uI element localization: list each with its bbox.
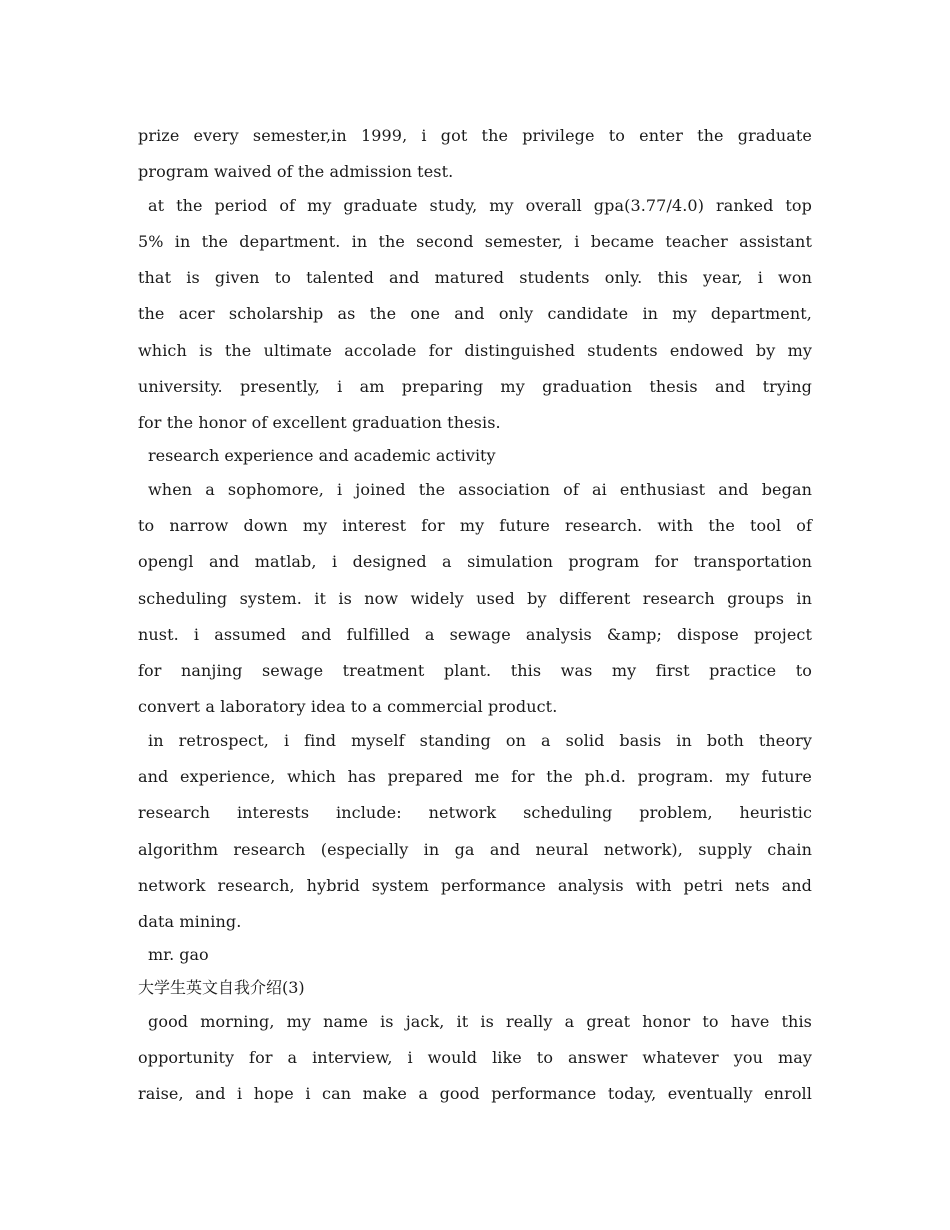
paragraph-line: for the honor of excellent graduation thesis.: [138, 413, 501, 433]
paragraph-line: that is given to talented and matured students only. this year, i won: [138, 268, 812, 288]
paragraph-line: opportunity for a interview, i would like to answer whatever you may: [138, 1047, 812, 1067]
paragraph-line: to narrow down my interest for my future research. with the tool of: [138, 515, 812, 535]
paragraph-line: opengl and matlab, i designed a simulation program for transportation: [138, 552, 812, 572]
paragraph-line: program waived of the admission test.: [138, 162, 454, 182]
paragraph-line: nust. i assumed and fulfilled a sewage analysis &amp; dispose project: [138, 624, 812, 644]
paragraph-line: research interests include: network scheduling problem, heuristic: [138, 803, 812, 823]
paragraph-line: good morning, my name is jack, it is really a great honor to have this: [148, 1011, 812, 1031]
paragraph-line: and experience, which has prepared me for the ph.d. program. my future: [138, 767, 812, 787]
paragraph-line: raise, and i hope i can make a good performance today, eventually enroll: [138, 1084, 812, 1104]
paragraph-line: university. presently, i am preparing my graduation thesis and trying: [138, 377, 812, 397]
paragraph-line: network research, hybrid system performance analysis with petri nets and: [138, 875, 812, 895]
section-heading: 大学生英文自我介绍(3): [138, 977, 305, 997]
paragraph-line: for nanjing sewage treatment plant. this was my first practice to: [138, 661, 812, 681]
section-heading: research experience and academic activity: [148, 445, 496, 465]
paragraph-line: algorithm research (especially in ga and neural network), supply chain: [138, 839, 812, 859]
paragraph: [138, 188, 812, 442]
paragraph-line: the acer scholarship as the one and only candidate in my department,: [138, 304, 812, 324]
paragraph-line: scheduling system. it is now widely used by different research groups in: [138, 588, 812, 608]
paragraph: [138, 472, 812, 726]
paragraph-line: at the period of my graduate study, my overall gpa(3.77/4.0) ranked top: [148, 195, 812, 215]
paragraph-line: 5% in the department. in the second semester, i became teacher assistant: [138, 231, 812, 251]
paragraph: [138, 723, 812, 941]
paragraph-line: prize every semester,in 1999, i got the privilege to enter the graduate: [138, 126, 812, 145]
document-page: [138, 118, 812, 1109]
paragraph-line: when a sophomore, i joined the association of ai enthusiast and began: [148, 479, 812, 499]
paragraph-line: in retrospect, i find myself standing on a solid basis in both theory: [148, 730, 812, 750]
paragraph-line: data mining.: [138, 912, 242, 932]
paragraph-line: which is the ultimate accolade for distinguished students endowed by my: [138, 340, 812, 360]
paragraph: [138, 118, 812, 191]
paragraph-line: convert a laboratory idea to a commercial product.: [138, 697, 558, 717]
section-heading: mr. gao: [148, 944, 209, 964]
paragraph: [138, 1004, 812, 1113]
